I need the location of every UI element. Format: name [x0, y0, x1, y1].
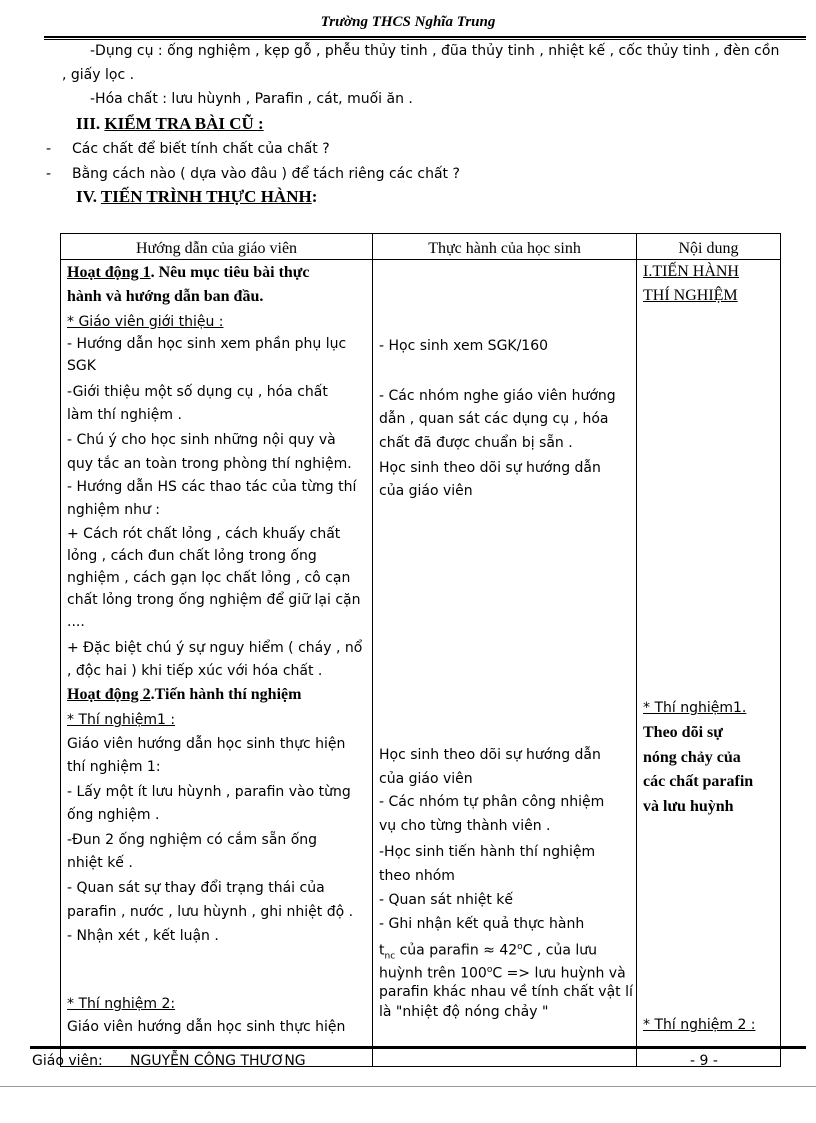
- footer-rule: [30, 1046, 806, 1049]
- footer-teacher-label: Giáo viên:: [32, 1053, 103, 1069]
- review-question-2: Bằng cách nào ( dựa vào đâu ) để tách riêng các chất ?: [72, 166, 460, 182]
- section-4-heading: [76, 187, 317, 207]
- practice-table: [60, 233, 781, 1067]
- teacher-line: nghiệm như :: [67, 502, 161, 518]
- result-text: C => lưu huỳnh và: [492, 965, 626, 982]
- teacher-line: quy tắc an toàn trong phòng thí nghiệm.: [67, 456, 352, 472]
- content-experiment-2-label: * Thí nghiệm 2 :: [643, 1017, 756, 1033]
- student-line: của giáo viên: [379, 483, 473, 499]
- teacher-line: nghiệm , cách gạn lọc chất lỏng , cô cạn: [67, 570, 351, 586]
- teacher-line: chất lỏng trong ống nghiệm để giữ lại cặn: [67, 592, 361, 608]
- intro-equipment-line: -Dụng cụ : ống nghiệm , kẹp gỗ , phễu thủy tinh , đũa thủy tinh , nhiệt kế , cốc thủy tinh , đèn cồn: [90, 43, 780, 59]
- student-line: theo nhóm: [379, 868, 455, 884]
- content-line: nóng chảy của: [643, 749, 741, 766]
- teacher-line: thí nghiệm 1:: [67, 759, 161, 775]
- student-line: -Học sinh tiến hành thí nghiệm: [379, 844, 596, 860]
- teacher-line: Giáo viên hướng dẫn học sinh thực hiện: [67, 1019, 346, 1035]
- student-line: - Ghi nhận kết quả thực hành: [379, 916, 585, 932]
- page-bottom-edge: [0, 1086, 816, 1087]
- student-line: dẫn , quan sát các dụng cụ , hóa: [379, 411, 609, 427]
- review-question-1: Các chất để biết tính chất của chất ?: [72, 141, 330, 157]
- content-heading: I.TIẾN HÀNH: [643, 263, 739, 280]
- student-line: Học sinh theo dõi sự hướng dẫn: [379, 460, 601, 476]
- activity-2-heading: [67, 684, 301, 706]
- teacher-line: - Hướng dẫn HS các thao tác của từng thí: [67, 479, 357, 495]
- teacher-line: + Cách rót chất lỏng , cách khuấy chất: [67, 526, 341, 542]
- header-teacher-guide: Hướng dẫn của giáo viên: [61, 234, 373, 260]
- student-line: parafin khác nhau về tính chất vật lí: [379, 984, 633, 1000]
- student-line: - Các nhóm nghe giáo viên hướng: [379, 388, 616, 404]
- student-line: - Học sinh xem SGK/160: [379, 338, 549, 354]
- activity-1-heading: [67, 262, 310, 284]
- content-heading-cont: THÍ NGHIỆM: [643, 287, 738, 304]
- page-header-school: Trường THCS Nghĩa Trung: [320, 14, 496, 30]
- teacher-guide-cell: [61, 260, 373, 1067]
- student-result-melting-sulfur: [379, 960, 626, 984]
- activity-2-title: .Tiến hành thí nghiệm: [150, 686, 302, 703]
- activity-1-heading-cont: hành và hướng dẫn ban đầu.: [67, 288, 264, 305]
- teacher-line: nhiệt kế .: [67, 855, 133, 871]
- student-line: - Quan sát nhiệt kế: [379, 892, 514, 908]
- temp-symbol: t: [379, 942, 385, 959]
- experiment-1-label: * Thí nghiệm1 :: [67, 712, 176, 728]
- teacher-line: , độc hai ) khi tiếp xúc với hóa chất .: [67, 663, 323, 679]
- section-3-heading: [76, 114, 264, 134]
- section-3-title: KIỂM TRA BÀI CŨ :: [104, 114, 264, 133]
- content-line: Theo dõi sự: [643, 724, 723, 741]
- result-text: của parafin ≈ 42: [395, 942, 518, 959]
- student-practice-cell: [373, 260, 637, 1067]
- teacher-line: ống nghiệm .: [67, 807, 160, 823]
- teacher-line: -Đun 2 ống nghiệm có cắm sẵn ống: [67, 832, 318, 848]
- footer-teacher-name: NGUYỄN CÔNG THƯƠNG: [130, 1053, 306, 1069]
- student-line: của giáo viên: [379, 771, 473, 787]
- teacher-line: - Chú ý cho học sinh những nội quy và: [67, 432, 336, 448]
- content-cell: [637, 260, 781, 1067]
- section-4-number: IV.: [76, 187, 97, 206]
- teacher-line: - Quan sát sự thay đổi trạng thái của: [67, 880, 325, 896]
- header-rule: [44, 36, 806, 38]
- student-line: Học sinh theo dõi sự hướng dẫn: [379, 747, 601, 763]
- bullet-dash: -: [46, 166, 52, 182]
- header-content: Nội dung: [637, 234, 781, 260]
- student-line: là "nhiệt độ nóng chảy ": [379, 1004, 549, 1020]
- teacher-line: -Giới thiệu một số dụng cụ , hóa chất: [67, 384, 328, 400]
- teacher-intro-label: * Giáo viên giới thiệu :: [67, 314, 224, 330]
- student-line: vụ cho từng thành viên .: [379, 818, 551, 834]
- teacher-line: parafin , nước , lưu hùynh , ghi nhiệt độ .: [67, 904, 354, 920]
- header-student-practice: Thực hành của học sinh: [373, 234, 637, 260]
- intro-equipment-line-cont: , giấy lọc .: [62, 67, 135, 83]
- table-header-row: [61, 234, 781, 260]
- activity-2-label: Hoạt động 2: [67, 686, 151, 703]
- section-3-number: III.: [76, 114, 101, 133]
- temp-subscript: nc: [384, 951, 396, 962]
- degree-sign: o: [486, 965, 493, 975]
- bullet-dash: -: [46, 141, 52, 157]
- footer-page-number: - 9 -: [690, 1053, 718, 1069]
- table-body-row: [61, 260, 781, 1067]
- teacher-line: ....: [67, 614, 85, 630]
- result-text: C , của lưu: [522, 942, 598, 959]
- content-experiment-1-label: * Thí nghiệm1.: [643, 700, 747, 716]
- activity-1-label: Hoạt động 1: [67, 264, 151, 281]
- student-line: - Các nhóm tự phân công nhiệm: [379, 794, 605, 810]
- teacher-line: SGK: [67, 358, 96, 374]
- experiment-2-label: * Thí nghiệm 2:: [67, 996, 176, 1012]
- result-text: huỳnh trên 100: [379, 965, 487, 982]
- section-4-colon: :: [311, 187, 318, 206]
- student-line: chất đã được chuẩn bị sẵn .: [379, 435, 573, 451]
- degree-sign: o: [517, 942, 523, 952]
- intro-chemicals-line: -Hóa chất : lưu hùynh , Parafin , cát, muối ăn .: [90, 91, 413, 107]
- teacher-line: - Nhận xét , kết luận .: [67, 928, 219, 944]
- teacher-line: làm thí nghiệm .: [67, 407, 182, 423]
- header-rule-thin: [44, 39, 806, 40]
- teacher-line: Giáo viên hướng dẫn học sinh thực hiện: [67, 736, 346, 752]
- teacher-line: - Lấy một ít lưu hùynh , parafin vào từng: [67, 784, 351, 800]
- teacher-line: + Đặc biệt chú ý sự nguy hiểm ( cháy , nổ: [67, 640, 363, 656]
- teacher-line: - Hướng dẫn học sinh xem phần phụ lục: [67, 336, 347, 352]
- content-line: các chất parafin: [643, 773, 754, 790]
- teacher-line: lỏng , cách đun chất lỏng trong ống: [67, 548, 317, 564]
- content-line: và lưu huỳnh: [643, 798, 734, 815]
- section-4-title: TIẾN TRÌNH THỰC HÀNH: [100, 187, 312, 206]
- activity-1-title: . Nêu mục tiêu bài thực: [150, 264, 310, 281]
